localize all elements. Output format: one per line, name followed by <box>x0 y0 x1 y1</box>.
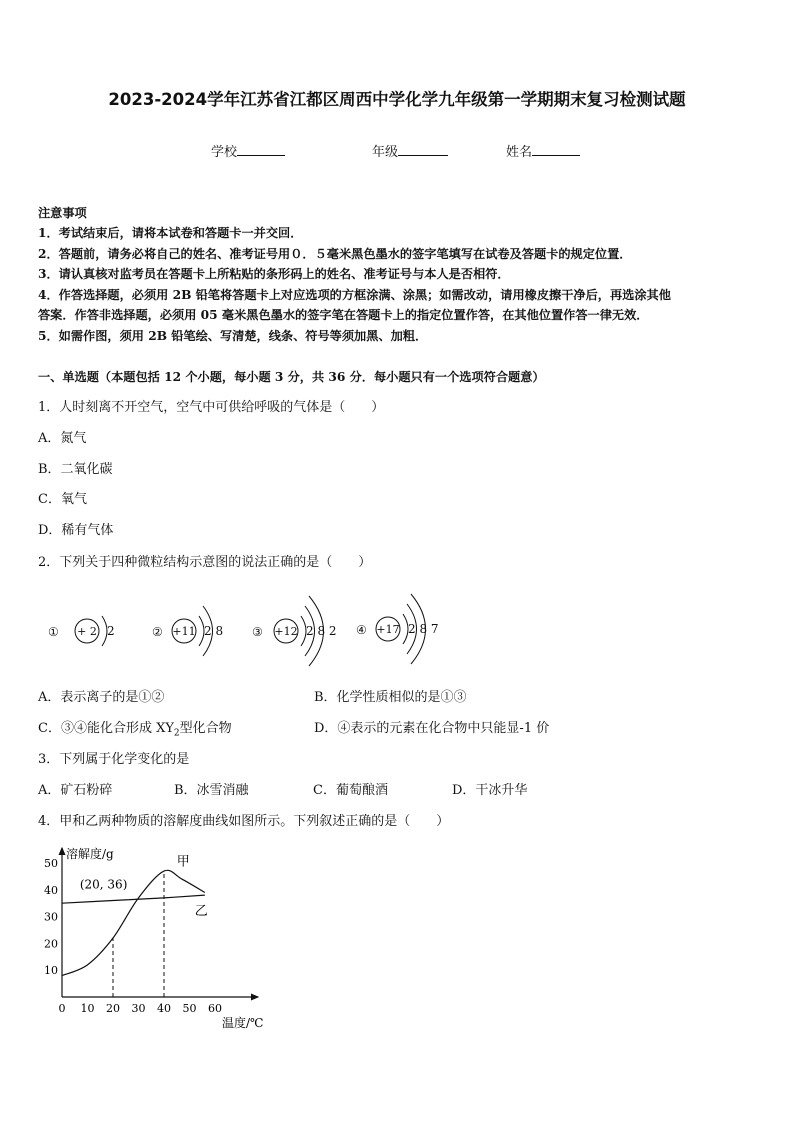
x-tick-label: 30 <box>131 1002 146 1015</box>
shell-electrons-4: 2 8 7 <box>408 622 439 636</box>
q2-option-c-subscript: 2 <box>173 728 180 739</box>
section-heading: 一、单选题（本题包括 12 个小题，每小题 3 分，共 36 分．每小题只有一个选项符合题意） <box>38 370 545 384</box>
notice-item: 5．如需作图，须用 2B 铅笔绘、写清楚，线条、符号等须加黑、加粗． <box>38 329 428 343</box>
particle-mark-1: ① <box>48 625 59 639</box>
x-tick-label: 60 <box>208 1002 222 1015</box>
q2-option-c-text-end: 型化合物 <box>179 721 232 736</box>
grade-field <box>372 141 448 160</box>
x-tick-label: 0 <box>58 1002 66 1015</box>
y-tick-label: 30 <box>44 910 58 924</box>
q3-option-c: C．葡萄酿酒 <box>313 783 388 798</box>
name-label: 姓名 <box>506 145 533 160</box>
name-field <box>506 141 580 160</box>
q4-stem: 4．甲和乙两种物质的溶解度曲线如图所示。下列叙述正确的是（ ） <box>38 814 450 829</box>
school-label: 学校 <box>211 145 238 160</box>
atom-structure-diagrams <box>40 578 460 682</box>
name-blank[interactable] <box>532 143 580 156</box>
notice-item: 答案．作答非选择题，必须用 05 毫米黑色墨水的签字笔在答题卡上的指定位置作答，在其他位置作答一律无效． <box>38 308 649 322</box>
y-tick-label: 20 <box>44 937 58 951</box>
notice-item: 1．考试结束后，请将本试卷和答题卡一并交回． <box>38 226 303 240</box>
notice-item: 3．请认真核对监考员在答题卡上所粘贴的条形码上的姓名、准考证号与本人是否相符． <box>38 267 510 281</box>
nucleus-label-3: +12 <box>274 625 298 638</box>
q3-option-d: D．干冰升华 <box>452 783 528 798</box>
school-field <box>211 141 285 160</box>
x-tick-label: 20 <box>106 1002 120 1015</box>
q2-stem: 2．下列关于四种微粒结构示意图的说法正确的是（ ） <box>38 555 372 570</box>
q3-option-b: B．冰雪消融 <box>174 783 249 798</box>
grade-blank[interactable] <box>398 143 448 156</box>
particle-mark-3: ③ <box>252 625 263 639</box>
y-tick-label: 50 <box>44 857 58 870</box>
notice-item: 2．答题前，请务必将自己的姓名、准考证号用０．５毫米黑色墨水的签字笔填写在试卷及答题卡的规定位置． <box>38 247 632 261</box>
q2-option-d: D．④表示的元素在化合物中只能显-1 价 <box>314 721 550 736</box>
q2-option-b: B．化学性质相似的是①③ <box>314 690 467 705</box>
point-annotation: (20, 36) <box>79 877 128 892</box>
q2-option-c-text: C．③④能化合形成 XY <box>38 721 174 736</box>
school-blank[interactable] <box>237 143 285 156</box>
shell-electrons-2: 2 8 <box>204 624 224 638</box>
x-tick-label: 10 <box>80 1002 95 1015</box>
q3-option-a: A．矿石粉碎 <box>38 783 113 798</box>
y-tick-label: 40 <box>44 883 58 897</box>
series-label-yi: 乙 <box>194 904 208 920</box>
solubility-chart <box>30 840 290 1036</box>
particle-mark-2: ② <box>152 625 163 639</box>
shell-electrons-1: 2 <box>107 624 115 638</box>
series-line-yi <box>62 895 205 903</box>
x-tick-label: 40 <box>157 1002 171 1015</box>
x-axis-label: 温度/℃ <box>222 1016 264 1030</box>
q1-option-d: D．稀有气体 <box>38 523 114 538</box>
grade-label: 年级 <box>372 145 399 160</box>
series-label-jia: 甲 <box>176 854 190 870</box>
q1-option-a: A．氮气 <box>38 431 87 446</box>
y-tick-label: 10 <box>44 964 58 978</box>
notice-item: 4．作答选择题，必须用 2B 铅笔将答题卡上对应选项的方框涂满、涂黑；如需改动，请用橡皮擦干净后，再选涂其他 <box>38 288 671 302</box>
nucleus-label-4: +17 <box>376 623 400 636</box>
x-tick-label: 50 <box>182 1002 197 1015</box>
particle-mark-4: ④ <box>356 623 367 637</box>
q3-stem: 3．下列属于化学变化的是 <box>38 752 190 767</box>
y-axis-label: 溶解度/g <box>66 847 114 861</box>
nucleus-label-2: +11 <box>172 625 196 638</box>
shell-electrons-3: 2 8 2 <box>306 624 337 638</box>
q2-option-a: A．表示离子的是①② <box>38 690 165 705</box>
q2-option-c <box>38 717 232 739</box>
q1-option-c: C．氧气 <box>38 492 87 507</box>
page-title: 2023-2024学年江苏省江都区周西中学化学九年级第一学期期末复习检测试题 <box>108 90 686 109</box>
notice-heading: 注意事项 <box>38 206 87 220</box>
q1-option-b: B．二氧化碳 <box>38 462 113 477</box>
q1-stem: 1．人时刻离不开空气，空气中可供给呼吸的气体是（ ） <box>38 400 385 415</box>
nucleus-label-1: + 2 <box>77 625 97 638</box>
